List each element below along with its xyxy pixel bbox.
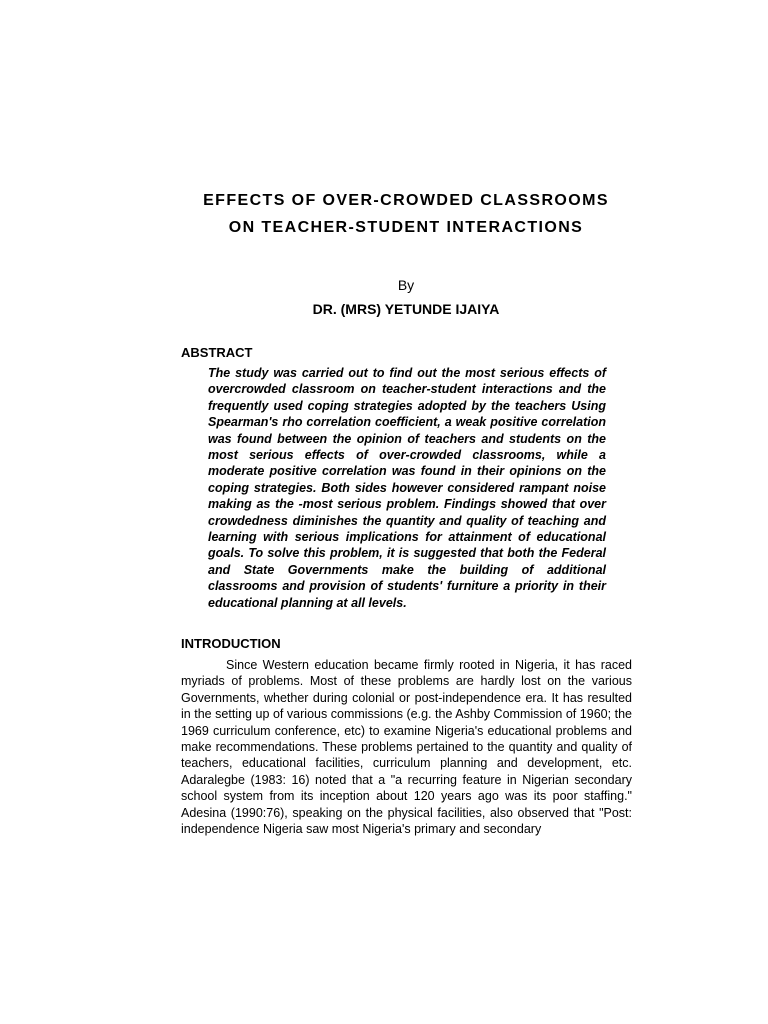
introduction-heading: INTRODUCTION [181,636,281,651]
title-line-1: EFFECTS OF OVER-CROWDED CLASSROOMS [203,192,609,209]
byline-by: By [397,277,415,293]
abstract-heading: ABSTRACT [181,345,253,360]
title-line-2: ON TEACHER-STUDENT INTERACTIONS [228,219,584,236]
abstract-text: The study was carried out to find out the most serious effects of overcrowded classroom on teacher-student interactions and the frequently used coping strategies adopted by the teachers Using Spearman's rho correlation coefficient, a weak positive correlation was found between the opinion of teachers and students on the most serious effects of over-crowded classrooms, while a moderate positive correlation was found in their opinions on the coping strategies. Both sides however considered rampant noise making as the -most serious problem. Findings showed that over crowdedness diminishes the quantity and quality of teaching and learning with serious implications for attainment of educational goals. To solve this problem, it is suggested that both the Federal and State Governments make the building of additional classrooms and provision of students' furniture a priority in their educational planning at all levels. [208,366,606,610]
author-name: DR. (MRS) YETUNDE IJAIYA [312,301,500,317]
introduction-text: Since Western education became firmly rooted in Nigeria, it has raced myriads of problems. Most of these problems are hardly lost on the various Governments, whether during colonial or post-independence era. It has resulted in the setting up of various commissions (e.g. the Ashby Commission of 1960; the 1969 curriculum conference, etc) to examine Nigeria's educational problems and make recommendations. These problems pertained to the quantity and quality of teachers, educational facilities, curriculum planning and development, etc. Adaralegbe (1983: 16) noted that a "a recurring feature in Nigerian secondary school system from its inception about 120 years ago was its poor staffing." Adesina (1990:76), speaking on the physical facilities, also observed that "Post: independence Nigeria saw most Nigeria's primary and secondary [181,658,632,837]
